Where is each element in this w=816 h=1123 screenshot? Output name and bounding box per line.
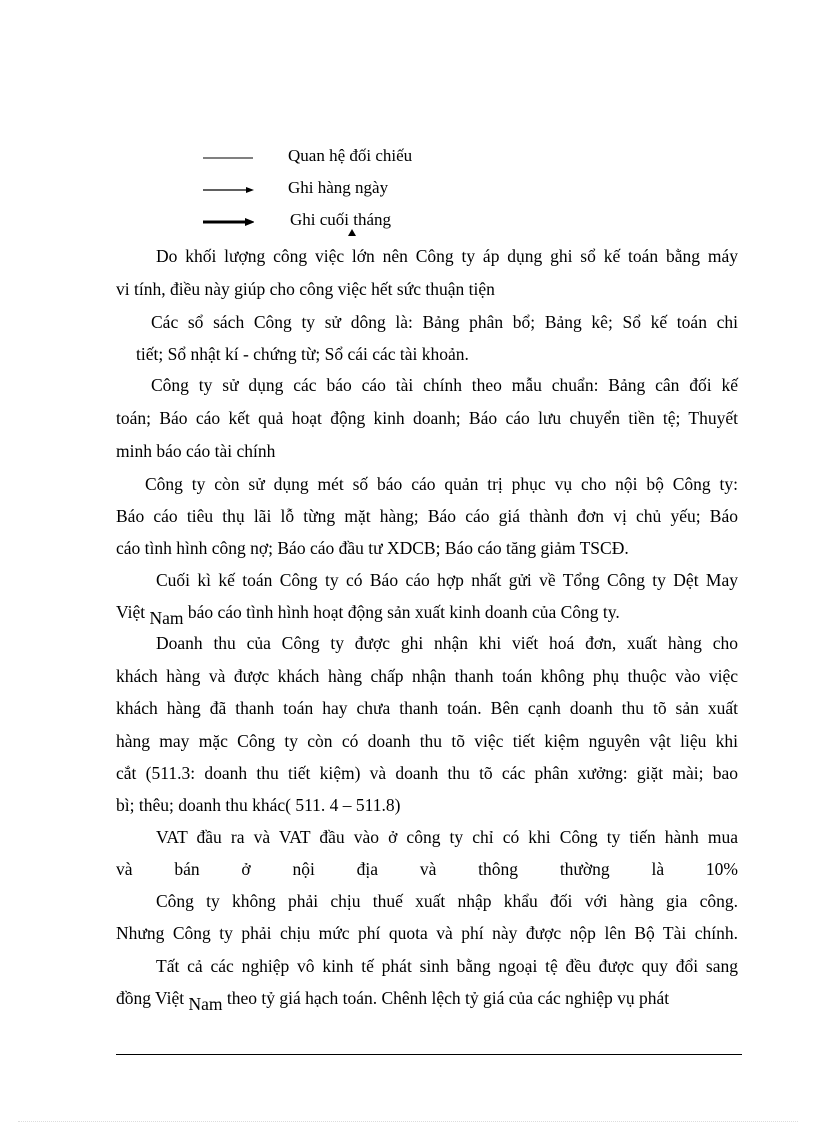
paragraph-line: Do khối lượng công việc lớn nên Công ty áp dụng ghi sổ kế toán bằng máy — [156, 246, 738, 266]
paragraph-line: hàng may mặc Công ty còn có doanh thu tõ việc tiết kiệm nguyên vật liệu khi — [116, 731, 738, 751]
paragraph-line: Báo cáo tiêu thụ lãi lỗ từng mặt hàng; Báo cáo giá thành đơn vị chủ yếu; Báo — [116, 506, 738, 526]
paragraph-line: toán; Báo cáo kết quả hoạt động kinh doanh; Báo cáo lưu chuyển tiền tệ; Thuyết — [116, 408, 738, 428]
paragraph-line: VAT đầu ra và VAT đầu vào ở công ty chỉ có khi Công ty tiến hành mua — [156, 827, 738, 847]
legend-label: Ghi hàng ngày — [288, 178, 389, 197]
word-dong-viet: đồng Việt — [116, 988, 185, 1008]
legend-item-daily — [202, 178, 389, 200]
arrow-right-icon — [202, 180, 254, 200]
paragraph-line: Cuối kì kế toán Công ty có Báo cáo hợp nhất gửi về Tổng Công ty Dệt May — [156, 570, 738, 590]
paragraph-line: Doanh thu của Công ty được ghi nhận khi viết hoá đơn, xuất hàng cho — [156, 633, 738, 653]
paragraph-line: Công ty còn sử dụng mét số báo cáo quản trị phục vụ cho nội bộ Công ty: — [145, 474, 738, 494]
paragraph-line: tiết; Sổ nhật kí - chứng từ; Sổ cái các tài khoản. — [136, 344, 469, 364]
footer-rule — [116, 1054, 742, 1055]
triangle-marker-icon — [348, 229, 356, 236]
bold-arrow-right-icon — [202, 212, 254, 232]
paragraph-line — [116, 601, 620, 628]
legend-label: Quan hệ đối chiếu — [288, 146, 413, 165]
word-nam: Nam — [188, 994, 223, 1014]
legend-item-reconcile — [202, 146, 413, 168]
paragraph-line: khách hàng và được khách hàng chấp nhận thanh toán không phụ thuộc vào việc — [116, 666, 738, 686]
paragraph-tail: theo tỷ giá hạch toán. Chênh lệch tỷ giá của các nghiệp vụ phát — [226, 988, 670, 1008]
paragraph-line: Công ty sử dụng các báo cáo tài chính theo mẫu chuẩn: Bảng cân đối kế — [151, 375, 738, 395]
paragraph-line: vi tính, điều này giúp cho công việc hết sức thuận tiện — [116, 279, 495, 299]
paragraph-line: Công ty không phải chịu thuế xuất nhập khẩu đối với hàng gia công. — [156, 891, 738, 911]
word-viet: Việt — [116, 602, 146, 622]
legend-label: Ghi cuối tháng — [290, 210, 392, 229]
plain-line-icon — [202, 148, 254, 168]
paragraph-line: Các sổ sách Công ty sử dông là: Bảng phân bổ; Bảng kê; Sổ kế toán chi — [151, 312, 738, 332]
paragraph-tail: báo cáo tình hình hoạt động sản xuất kinh doanh của Công ty. — [187, 602, 620, 622]
paragraph-line: cáo tình hình công nợ; Báo cáo đầu tư XDCB; Báo cáo tăng giảm TSCĐ. — [116, 538, 629, 558]
page-bottom-edge — [18, 1121, 798, 1122]
paragraph-line: khách hàng đã thanh toán hay chưa thanh toán. Bên cạnh doanh thu tõ sản xuất — [116, 698, 738, 718]
paragraph-line — [116, 987, 670, 1014]
paragraph-line: cắt (511.3: doanh thu tiết kiệm) và doanh thu tõ các phân xưởng: giặt mài; bao — [116, 763, 738, 783]
word-nam: Nam — [149, 608, 184, 628]
legend-item-monthly — [202, 210, 392, 232]
paragraph-line: minh báo cáo tài chính — [116, 441, 276, 461]
paragraph-line: Tất cả các nghiệp vô kinh tế phát sinh bằng ngoại tệ đều được quy đổi sang — [156, 956, 738, 976]
paragraph-line: và bán ở nội địa và thông thường là 10% — [116, 859, 738, 879]
paragraph-line: Nhưng Công ty phải chịu mức phí quota và phí này được nộp lên Bộ Tài chính. — [116, 923, 738, 943]
paragraph-line: bì; thêu; doanh thu khác( 511. 4 – 511.8) — [116, 795, 401, 815]
